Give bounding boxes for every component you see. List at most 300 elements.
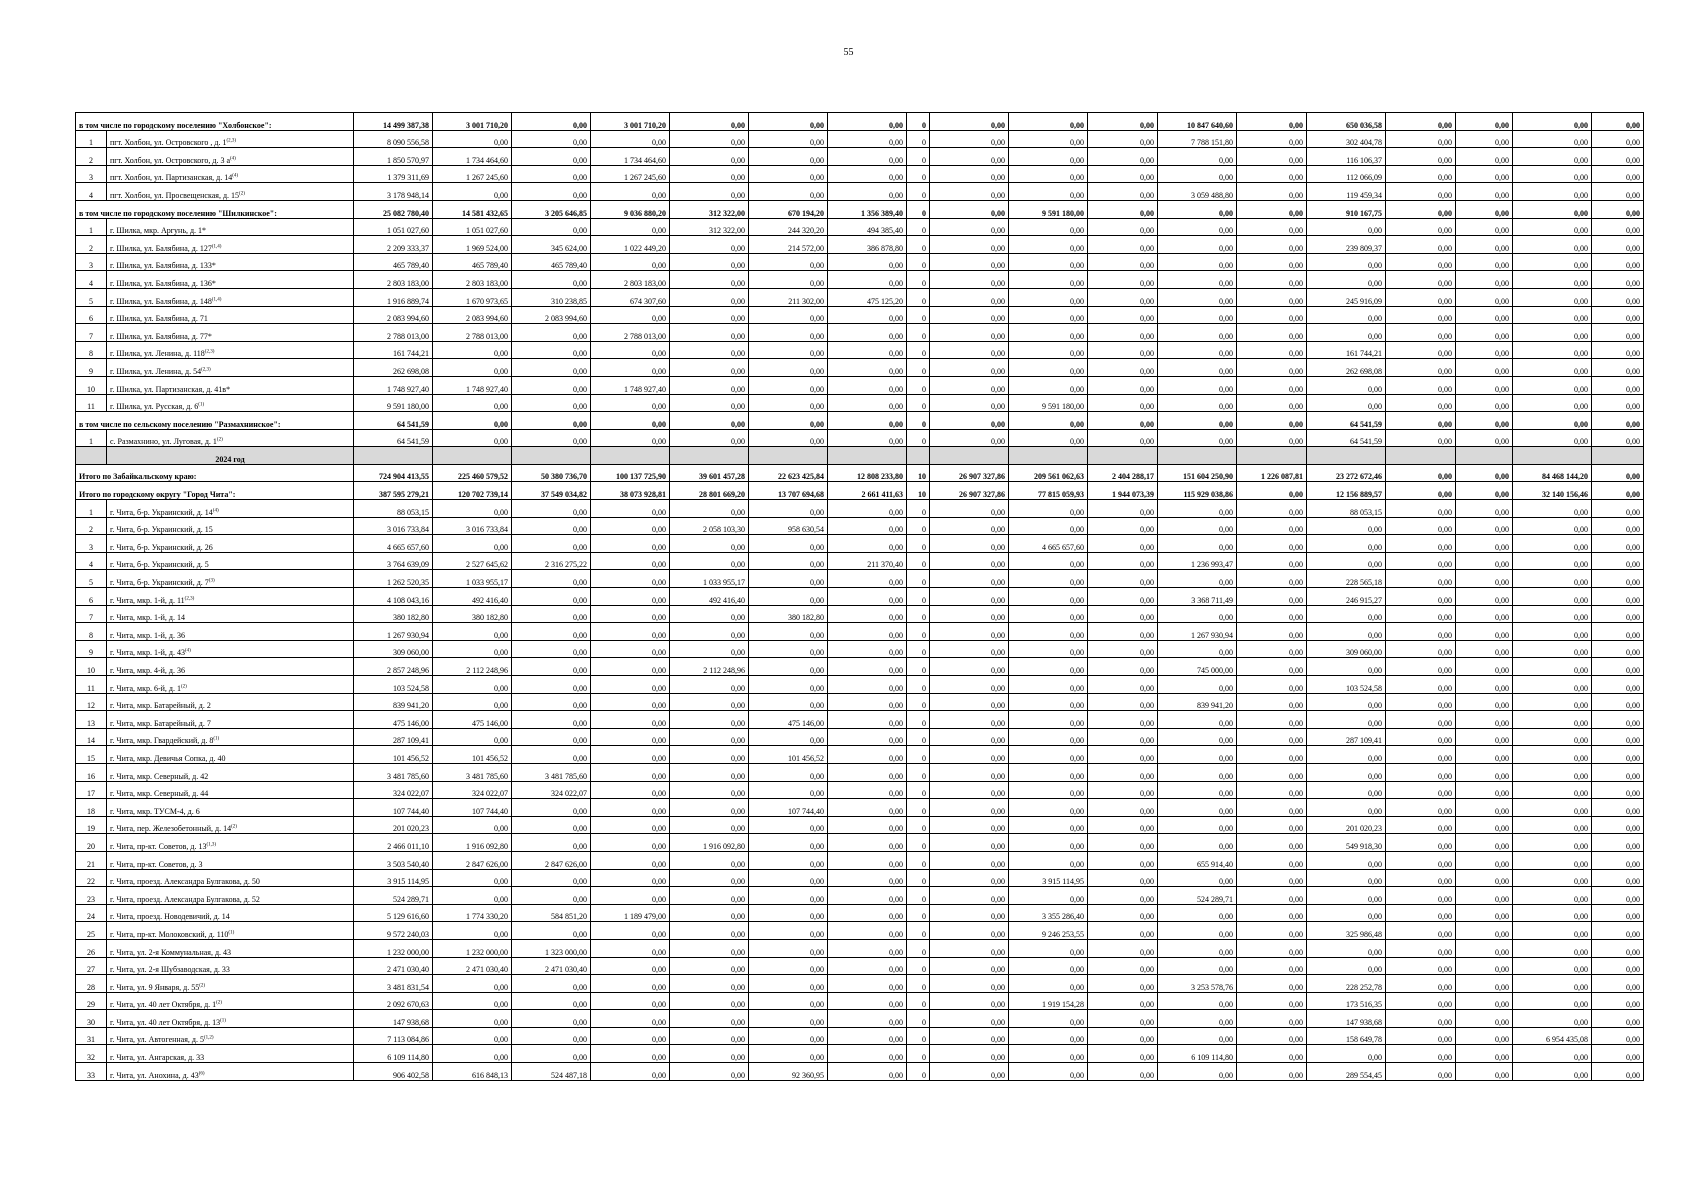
value-cell: 0,00 bbox=[1009, 658, 1088, 676]
value-cell: 0,00 bbox=[1456, 869, 1513, 887]
value-cell: 0,00 bbox=[1088, 200, 1158, 218]
address-text: г. Чита, пр-кт. Молоковский, д. 110 bbox=[110, 929, 229, 939]
value-cell: 211 302,00 bbox=[749, 288, 828, 306]
table-row bbox=[76, 148, 1644, 166]
value-cell: 0,00 bbox=[1386, 148, 1456, 166]
value-cell: 0,00 bbox=[1009, 412, 1088, 430]
value-cell: 0,00 bbox=[1592, 1045, 1644, 1063]
value-cell: 0 bbox=[907, 148, 930, 166]
value-cell: 0,00 bbox=[1386, 253, 1456, 271]
value-cell: 0,00 bbox=[1386, 429, 1456, 447]
table-row bbox=[76, 781, 1644, 799]
address-cell bbox=[107, 165, 354, 183]
value-cell: 0,00 bbox=[828, 500, 907, 518]
value-cell: 0,00 bbox=[1088, 781, 1158, 799]
value-cell: 0,00 bbox=[512, 218, 591, 236]
value-cell: 0,00 bbox=[828, 1063, 907, 1081]
value-cell: 0,00 bbox=[749, 570, 828, 588]
value-cell: 0,00 bbox=[591, 711, 670, 729]
value-cell: 0,00 bbox=[1158, 939, 1237, 957]
value-cell: 0,00 bbox=[749, 640, 828, 658]
value-cell: 2 471 030,40 bbox=[354, 957, 433, 975]
value-cell: 0,00 bbox=[433, 816, 512, 834]
value-cell: 0,00 bbox=[1456, 464, 1513, 482]
value-cell: 0,00 bbox=[1158, 1010, 1237, 1028]
table-row bbox=[76, 887, 1644, 905]
value-cell: 0,00 bbox=[749, 113, 828, 131]
value-cell: 0,00 bbox=[512, 148, 591, 166]
value-cell: 0,00 bbox=[1456, 113, 1513, 131]
value-cell: 0,00 bbox=[670, 148, 749, 166]
value-cell: 0,00 bbox=[433, 1010, 512, 1028]
value-cell: 0 bbox=[907, 676, 930, 694]
value-cell: 0,00 bbox=[1237, 816, 1307, 834]
value-cell: 14 581 432,65 bbox=[433, 200, 512, 218]
value-cell: 0,00 bbox=[1386, 816, 1456, 834]
footnote-mark: (3) bbox=[208, 578, 215, 584]
value-cell: 0,00 bbox=[591, 1027, 670, 1045]
value-cell: 3 059 488,80 bbox=[1158, 183, 1237, 201]
value-cell: 3 481 785,60 bbox=[354, 763, 433, 781]
value-cell: 2 404 288,17 bbox=[1088, 464, 1158, 482]
value-cell: 0,00 bbox=[1386, 271, 1456, 289]
row-number: 2 bbox=[76, 148, 107, 166]
row-number: 17 bbox=[76, 781, 107, 799]
total-row bbox=[76, 464, 1644, 482]
value-cell: 0,00 bbox=[930, 394, 1009, 412]
value-cell: 0,00 bbox=[1237, 394, 1307, 412]
value-cell: 0,00 bbox=[930, 288, 1009, 306]
value-cell: 0,00 bbox=[1009, 711, 1088, 729]
value-cell: 0,00 bbox=[1456, 763, 1513, 781]
table-row bbox=[76, 957, 1644, 975]
value-cell: 0 bbox=[907, 535, 930, 553]
value-cell: 0,00 bbox=[1009, 324, 1088, 342]
value-cell: 0,00 bbox=[1009, 623, 1088, 641]
row-label: Итого по Забайкальскому краю: bbox=[76, 464, 354, 482]
value-cell: 0,00 bbox=[512, 746, 591, 764]
value-cell: 0,00 bbox=[1088, 183, 1158, 201]
value-cell: 0,00 bbox=[1158, 922, 1237, 940]
value-cell: 0,00 bbox=[1088, 359, 1158, 377]
year-spacer-cell bbox=[1307, 447, 1386, 465]
value-cell: 2 857 248,96 bbox=[354, 658, 433, 676]
value-cell: 0,00 bbox=[930, 992, 1009, 1010]
year-spacer-cell bbox=[930, 447, 1009, 465]
address-cell bbox=[107, 130, 354, 148]
row-label: в том числе по сельскому поселению "Размахнинское": bbox=[76, 412, 354, 430]
value-cell: 161 744,21 bbox=[354, 341, 433, 359]
value-cell: 0,00 bbox=[1456, 165, 1513, 183]
value-cell: 0,00 bbox=[1009, 359, 1088, 377]
value-cell: 309 060,00 bbox=[1307, 640, 1386, 658]
address-text: г. Чита, мкр. Батарейный, д. 7 bbox=[110, 718, 211, 728]
row-number: 21 bbox=[76, 851, 107, 869]
value-cell: 0,00 bbox=[1513, 746, 1592, 764]
value-cell: 0,00 bbox=[1237, 869, 1307, 887]
value-cell: 0,00 bbox=[1513, 113, 1592, 131]
value-cell: 1 033 955,17 bbox=[670, 570, 749, 588]
value-cell: 0,00 bbox=[433, 975, 512, 993]
address-text: г. Шилка, мкр. Аргунь, д. 1* bbox=[110, 226, 207, 236]
row-number: 8 bbox=[76, 341, 107, 359]
value-cell: 910 167,75 bbox=[1307, 200, 1386, 218]
value-cell: 25 082 780,40 bbox=[354, 200, 433, 218]
value-cell: 0,00 bbox=[930, 200, 1009, 218]
value-cell: 158 649,78 bbox=[1307, 1027, 1386, 1045]
footnote-mark: (1) bbox=[228, 930, 235, 936]
value-cell: 0,00 bbox=[1009, 271, 1088, 289]
address-cell bbox=[107, 218, 354, 236]
value-cell: 262 698,08 bbox=[354, 359, 433, 377]
value-cell: 0,00 bbox=[1513, 429, 1592, 447]
value-cell: 0,00 bbox=[828, 148, 907, 166]
address-text: г. Чита, ул. 40 лет Октября, д. 13 bbox=[110, 1017, 221, 1027]
value-cell: 0,00 bbox=[1088, 658, 1158, 676]
table-row bbox=[76, 570, 1644, 588]
value-cell: 0,00 bbox=[1158, 904, 1237, 922]
table-row bbox=[76, 429, 1644, 447]
value-cell: 0,00 bbox=[1456, 799, 1513, 817]
value-cell: 0 bbox=[907, 781, 930, 799]
value-cell: 0,00 bbox=[930, 570, 1009, 588]
value-cell: 1 267 930,94 bbox=[1158, 623, 1237, 641]
value-cell: 0,00 bbox=[828, 851, 907, 869]
value-cell: 0 bbox=[907, 165, 930, 183]
value-cell: 0,00 bbox=[591, 992, 670, 1010]
table-row bbox=[76, 834, 1644, 852]
address-text: г. Чита, мкр. 4-й, д. 36 bbox=[110, 666, 185, 675]
value-cell: 0,00 bbox=[930, 148, 1009, 166]
value-cell: 0,00 bbox=[1237, 693, 1307, 711]
value-cell: 0 bbox=[907, 359, 930, 377]
value-cell: 100 137 725,90 bbox=[591, 464, 670, 482]
address-text: г. Чита, ул. Ангарская, д. 33 bbox=[110, 1053, 205, 1063]
value-cell: 9 036 880,20 bbox=[591, 200, 670, 218]
value-cell: 0,00 bbox=[1009, 887, 1088, 905]
value-cell: 0,00 bbox=[749, 552, 828, 570]
value-cell: 0,00 bbox=[828, 165, 907, 183]
value-cell: 9 591 180,00 bbox=[354, 394, 433, 412]
address-cell bbox=[107, 588, 354, 606]
value-cell: 0,00 bbox=[1009, 799, 1088, 817]
value-cell: 7 788 151,80 bbox=[1158, 130, 1237, 148]
value-cell: 0,00 bbox=[433, 693, 512, 711]
address-cell bbox=[107, 676, 354, 694]
value-cell: 0,00 bbox=[1592, 464, 1644, 482]
value-cell: 0,00 bbox=[670, 623, 749, 641]
value-cell: 0,00 bbox=[828, 183, 907, 201]
value-cell: 0,00 bbox=[749, 429, 828, 447]
value-cell: 28 801 669,20 bbox=[670, 482, 749, 500]
value-cell: 0,00 bbox=[1513, 992, 1592, 1010]
address-cell bbox=[107, 992, 354, 1010]
value-cell: 1 916 889,74 bbox=[354, 288, 433, 306]
subtotal-row bbox=[76, 113, 1644, 131]
value-cell: 0,00 bbox=[749, 376, 828, 394]
value-cell: 0,00 bbox=[670, 359, 749, 377]
value-cell: 0,00 bbox=[591, 1045, 670, 1063]
footnote-mark: (4) bbox=[184, 648, 191, 654]
value-cell: 0,00 bbox=[1158, 429, 1237, 447]
value-cell: 1 916 092,80 bbox=[670, 834, 749, 852]
value-cell: 0,00 bbox=[433, 183, 512, 201]
value-cell: 0,00 bbox=[1513, 130, 1592, 148]
value-cell: 0,00 bbox=[1088, 535, 1158, 553]
value-cell: 0,00 bbox=[1456, 992, 1513, 1010]
value-cell: 0,00 bbox=[1088, 869, 1158, 887]
value-cell: 0,00 bbox=[1009, 605, 1088, 623]
value-cell: 0,00 bbox=[1456, 412, 1513, 430]
value-cell: 0,00 bbox=[930, 605, 1009, 623]
row-number: 19 bbox=[76, 816, 107, 834]
value-cell: 0,00 bbox=[828, 711, 907, 729]
year-spacer-cell bbox=[354, 447, 433, 465]
address-text: г. Шилка, ул. Русская, д. 6 bbox=[110, 402, 199, 412]
value-cell: 209 561 062,63 bbox=[1009, 464, 1088, 482]
value-cell: 0,00 bbox=[1456, 605, 1513, 623]
value-cell: 0,00 bbox=[512, 113, 591, 131]
value-cell: 3 205 646,85 bbox=[512, 200, 591, 218]
value-cell: 1 774 330,20 bbox=[433, 904, 512, 922]
year-spacer-cell bbox=[1237, 447, 1307, 465]
value-cell: 2 209 333,37 bbox=[354, 236, 433, 254]
value-cell: 239 809,37 bbox=[1307, 236, 1386, 254]
value-cell: 0,00 bbox=[828, 324, 907, 342]
value-cell: 0,00 bbox=[828, 693, 907, 711]
value-cell: 0,00 bbox=[1456, 253, 1513, 271]
value-cell: 0,00 bbox=[930, 746, 1009, 764]
value-cell: 0,00 bbox=[1513, 165, 1592, 183]
value-cell: 0,00 bbox=[828, 975, 907, 993]
value-cell: 0,00 bbox=[1088, 253, 1158, 271]
value-cell: 0,00 bbox=[1158, 728, 1237, 746]
value-cell: 0,00 bbox=[1009, 552, 1088, 570]
value-cell: 0,00 bbox=[591, 922, 670, 940]
value-cell: 0,00 bbox=[670, 711, 749, 729]
value-cell: 1 916 092,80 bbox=[433, 834, 512, 852]
value-cell: 2 083 994,60 bbox=[354, 306, 433, 324]
value-cell: 0,00 bbox=[1386, 992, 1456, 1010]
value-cell: 0,00 bbox=[749, 816, 828, 834]
value-cell: 0,00 bbox=[1456, 376, 1513, 394]
value-cell: 0,00 bbox=[1513, 869, 1592, 887]
address-text: г. Чита, мкр. 1-й, д. 36 bbox=[110, 630, 185, 640]
value-cell: 0,00 bbox=[1386, 306, 1456, 324]
value-cell: 0,00 bbox=[749, 359, 828, 377]
value-cell: 0 bbox=[907, 711, 930, 729]
footnote-mark: (4) bbox=[212, 508, 219, 513]
address-text: г. Чита, мкр. Северный, д. 44 bbox=[110, 789, 209, 799]
row-number: 18 bbox=[76, 799, 107, 817]
value-cell: 0,00 bbox=[512, 588, 591, 606]
value-cell: 0,00 bbox=[1386, 324, 1456, 342]
value-cell: 0,00 bbox=[1158, 148, 1237, 166]
value-cell: 0,00 bbox=[512, 1010, 591, 1028]
value-cell: 0,00 bbox=[512, 834, 591, 852]
value-cell: 0,00 bbox=[1009, 975, 1088, 993]
footnote-mark: (4) bbox=[230, 156, 236, 162]
value-cell: 0,00 bbox=[1009, 1045, 1088, 1063]
address-text: г. Шилка, ул. Партизанская, д. 41в* bbox=[110, 384, 231, 394]
year-spacer-cell bbox=[1513, 447, 1592, 465]
value-cell: 0,00 bbox=[749, 500, 828, 518]
value-cell: 0,00 bbox=[828, 746, 907, 764]
value-cell: 0,00 bbox=[1592, 904, 1644, 922]
value-cell: 0,00 bbox=[1237, 218, 1307, 236]
value-cell: 0,00 bbox=[1009, 816, 1088, 834]
value-cell: 88 053,15 bbox=[354, 500, 433, 518]
value-cell: 0,00 bbox=[1456, 1010, 1513, 1028]
value-cell: 0,00 bbox=[1456, 500, 1513, 518]
value-cell: 0,00 bbox=[591, 834, 670, 852]
value-cell: 0,00 bbox=[1456, 1027, 1513, 1045]
value-cell: 0,00 bbox=[433, 1045, 512, 1063]
value-cell: 0,00 bbox=[512, 658, 591, 676]
value-cell: 0,00 bbox=[1158, 992, 1237, 1010]
value-cell: 0 bbox=[907, 746, 930, 764]
value-cell: 724 904 413,55 bbox=[354, 464, 433, 482]
value-cell: 9 591 180,00 bbox=[1009, 200, 1088, 218]
address-cell bbox=[107, 605, 354, 623]
value-cell: 0 bbox=[907, 1045, 930, 1063]
value-cell: 2 803 183,00 bbox=[354, 271, 433, 289]
value-cell: 0,00 bbox=[828, 412, 907, 430]
value-cell: 0,00 bbox=[1456, 306, 1513, 324]
value-cell: 0,00 bbox=[1307, 376, 1386, 394]
value-cell: 0,00 bbox=[1386, 711, 1456, 729]
value-cell: 0,00 bbox=[930, 376, 1009, 394]
address-text: г. Шилка, ул. Балябина, д. 71 bbox=[110, 314, 208, 324]
value-cell: 0,00 bbox=[1009, 570, 1088, 588]
value-cell: 0,00 bbox=[1513, 517, 1592, 535]
value-cell: 0,00 bbox=[749, 588, 828, 606]
year-spacer-cell bbox=[907, 447, 930, 465]
value-cell: 0,00 bbox=[1307, 763, 1386, 781]
table-row bbox=[76, 816, 1644, 834]
value-cell: 4 665 657,60 bbox=[1009, 535, 1088, 553]
value-cell: 0,00 bbox=[512, 693, 591, 711]
year-spacer-cell bbox=[1088, 447, 1158, 465]
table-row bbox=[76, 763, 1644, 781]
value-cell: 0,00 bbox=[828, 113, 907, 131]
value-cell: 0,00 bbox=[1307, 623, 1386, 641]
value-cell: 0,00 bbox=[1592, 570, 1644, 588]
value-cell: 0,00 bbox=[1237, 288, 1307, 306]
value-cell: 0,00 bbox=[1386, 851, 1456, 869]
address-cell bbox=[107, 746, 354, 764]
value-cell: 0,00 bbox=[433, 623, 512, 641]
table-row bbox=[76, 1010, 1644, 1028]
value-cell: 0 bbox=[907, 394, 930, 412]
value-cell: 0,00 bbox=[512, 640, 591, 658]
value-cell: 0,00 bbox=[1386, 394, 1456, 412]
value-cell: 0,00 bbox=[1009, 148, 1088, 166]
value-cell: 0,00 bbox=[828, 359, 907, 377]
address-cell bbox=[107, 887, 354, 905]
value-cell: 0,00 bbox=[670, 904, 749, 922]
value-cell: 211 370,40 bbox=[828, 552, 907, 570]
value-cell: 0,00 bbox=[1237, 359, 1307, 377]
value-cell: 0,00 bbox=[591, 799, 670, 817]
value-cell: 0,00 bbox=[1513, 605, 1592, 623]
row-number: 13 bbox=[76, 711, 107, 729]
table-row bbox=[76, 588, 1644, 606]
value-cell: 0,00 bbox=[1307, 887, 1386, 905]
value-cell: 0,00 bbox=[433, 500, 512, 518]
value-cell: 0,00 bbox=[1592, 376, 1644, 394]
value-cell: 0,00 bbox=[1237, 605, 1307, 623]
value-cell: 228 565,18 bbox=[1307, 570, 1386, 588]
value-cell: 0,00 bbox=[1592, 130, 1644, 148]
value-cell: 0,00 bbox=[1456, 658, 1513, 676]
value-cell: 380 182,80 bbox=[749, 605, 828, 623]
address-cell bbox=[107, 922, 354, 940]
value-cell: 0,00 bbox=[749, 412, 828, 430]
value-cell: 0 bbox=[907, 200, 930, 218]
row-number: 24 bbox=[76, 904, 107, 922]
value-cell: 0,00 bbox=[1513, 324, 1592, 342]
value-cell: 1 267 245,60 bbox=[433, 165, 512, 183]
value-cell: 0,00 bbox=[930, 676, 1009, 694]
value-cell: 0,00 bbox=[1009, 640, 1088, 658]
value-cell: 0,00 bbox=[930, 341, 1009, 359]
value-cell: 0,00 bbox=[591, 869, 670, 887]
value-cell: 839 941,20 bbox=[354, 693, 433, 711]
value-cell: 0,00 bbox=[433, 887, 512, 905]
value-cell: 0,00 bbox=[1513, 851, 1592, 869]
value-cell: 0,00 bbox=[1158, 763, 1237, 781]
value-cell: 0,00 bbox=[930, 799, 1009, 817]
value-cell: 0,00 bbox=[1307, 904, 1386, 922]
value-cell: 0,00 bbox=[591, 394, 670, 412]
value-cell: 0,00 bbox=[670, 939, 749, 957]
value-cell: 0,00 bbox=[1456, 552, 1513, 570]
value-cell: 0,00 bbox=[512, 165, 591, 183]
value-cell: 107 744,40 bbox=[749, 799, 828, 817]
value-cell: 64 541,59 bbox=[354, 412, 433, 430]
value-cell: 0 bbox=[907, 500, 930, 518]
value-cell: 3 016 733,84 bbox=[433, 517, 512, 535]
year-spacer-cell bbox=[1158, 447, 1237, 465]
year-spacer-cell bbox=[670, 447, 749, 465]
value-cell: 0,00 bbox=[1158, 394, 1237, 412]
value-cell: 0,00 bbox=[1237, 1063, 1307, 1081]
row-number: 11 bbox=[76, 676, 107, 694]
value-cell: 0,00 bbox=[930, 904, 1009, 922]
value-cell: 0,00 bbox=[1513, 975, 1592, 993]
footnote-mark: (2,3) bbox=[204, 349, 215, 355]
value-cell: 0,00 bbox=[670, 640, 749, 658]
value-cell: 0,00 bbox=[1592, 939, 1644, 957]
value-cell: 0,00 bbox=[1592, 165, 1644, 183]
value-cell: 0,00 bbox=[1456, 957, 1513, 975]
value-cell: 0,00 bbox=[1307, 869, 1386, 887]
value-cell: 0,00 bbox=[1088, 904, 1158, 922]
value-cell: 0,00 bbox=[512, 1027, 591, 1045]
value-cell: 1 232 000,00 bbox=[354, 939, 433, 957]
value-cell: 0,00 bbox=[1158, 412, 1237, 430]
address-cell bbox=[107, 500, 354, 518]
value-cell: 1 944 073,39 bbox=[1088, 482, 1158, 500]
value-cell: 0,00 bbox=[749, 394, 828, 412]
value-cell: 287 109,41 bbox=[354, 728, 433, 746]
value-cell: 0,00 bbox=[1009, 781, 1088, 799]
value-cell: 147 938,68 bbox=[354, 1010, 433, 1028]
value-cell: 0,00 bbox=[749, 1045, 828, 1063]
value-cell: 0,00 bbox=[591, 693, 670, 711]
value-cell: 2 112 248,96 bbox=[433, 658, 512, 676]
